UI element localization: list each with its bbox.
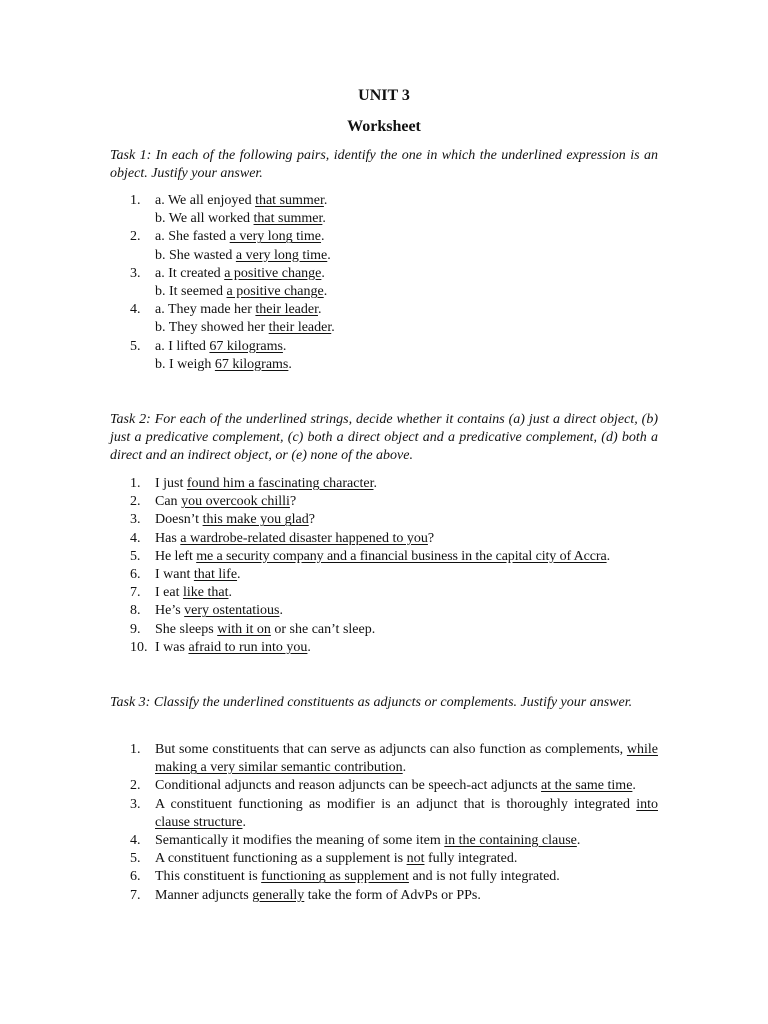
item-number: 2.	[130, 778, 141, 794]
item-number: 10.	[130, 639, 148, 655]
underlined-expression: a very long time	[229, 229, 322, 245]
option-b: b. It seemed a positive change.	[155, 284, 328, 300]
underlined-expression: 67 kilograms	[214, 356, 289, 372]
underlined-constituent: not	[406, 851, 425, 867]
option-b: b. She wasted a very long time.	[155, 247, 331, 263]
item-number: 2.	[130, 229, 141, 245]
unit-heading: UNIT 3	[358, 87, 410, 104]
option-a: a. They made her their leader.	[155, 302, 322, 318]
option-b: b. We all worked that summer.	[155, 211, 326, 227]
underlined-expression: a very long time	[235, 247, 328, 263]
item-number: 9.	[130, 621, 141, 637]
task3-item: 1. But some constituents that can serve as adjuncts can also function as complements, while making a very similar semantic contribution.	[130, 742, 658, 776]
task2-item: 9. She sleeps with it on or she can’t sleep.	[110, 621, 658, 639]
item-number: 5.	[130, 851, 141, 867]
task3-item: 3. A constituent functioning as modifier is an adjunct that is thoroughly integrated into clause structure.	[130, 796, 658, 830]
task2-item: 6. I want that life.	[110, 566, 658, 584]
task1-item	[110, 228, 658, 264]
underlined-string: a wardrobe-related disaster happened to you	[180, 530, 428, 546]
task2-list	[110, 475, 658, 657]
task2-item: 5. He left me a security company and a financial business in the capital city of Accra.	[110, 548, 658, 566]
underlined-string: you overcook chilli	[181, 494, 290, 510]
underlined-expression: 67 kilograms	[209, 338, 283, 354]
task1-list	[110, 192, 658, 374]
item-number: 8.	[130, 603, 141, 619]
underlined-constituent: in the containing clause	[444, 833, 577, 849]
item-number: 7.	[130, 585, 141, 601]
item-number: 1.	[130, 742, 141, 757]
underlined-string: like that	[182, 585, 229, 601]
task2-item: 2. Can you overcook chilli?	[110, 493, 658, 511]
item-number: 4.	[130, 530, 141, 546]
task2-item: 8. He’s very ostentatious.	[110, 602, 658, 620]
underlined-string: with it on	[217, 621, 271, 637]
item-number: 3.	[130, 265, 141, 281]
task3-item: 2. Conditional adjuncts and reason adjuncts can be speech-act adjuncts at the same time.	[110, 777, 658, 795]
item-number: 3.	[130, 796, 141, 812]
underlined-string: me a security company and a financial business in the capital city of Accra	[196, 548, 607, 564]
item-number: 2.	[130, 494, 141, 510]
underlined-constituent: at the same time	[541, 778, 633, 794]
task2-instruction: Task 2: For each of the underlined strings, decide whether it contains (a) just a direct object, (b) just a predicative complement, (c) both a direct object and a predicative complement, (d) both a direct and an indirect object, or (e) none of the above.	[110, 412, 658, 463]
task1-item	[110, 301, 658, 337]
underlined-constituent: generally	[252, 887, 305, 903]
task3-item: 7. Manner adjuncts generally take the form of AdvPs or PPs.	[110, 887, 658, 905]
task3-item: 6. This constituent is functioning as supplement and is not fully integrated.	[110, 868, 658, 886]
task2-item: 7. I eat like that.	[110, 584, 658, 602]
underlined-string: afraid to run into you	[188, 639, 308, 655]
item-number: 6.	[130, 869, 141, 885]
item-number: 7.	[130, 887, 141, 903]
task2-item: 4. Has a wardrobe-related disaster happened to you?	[110, 530, 658, 548]
underlined-constituent: into clause structure	[155, 796, 658, 830]
option-a: a. It created a positive change.	[155, 265, 325, 281]
item-number: 5.	[130, 548, 141, 564]
underlined-constituent: while making a very similar semantic contribution	[155, 742, 658, 776]
task1-item	[110, 338, 658, 374]
underlined-expression: their leader	[255, 302, 318, 318]
item-number: 4.	[130, 833, 141, 849]
underlined-expression: that summer	[253, 211, 323, 227]
worksheet-title: Worksheet	[347, 118, 421, 135]
underlined-string: very ostentatious	[184, 603, 280, 619]
item-number: 5.	[130, 338, 141, 354]
task3-list	[110, 741, 658, 905]
option-a: a. She fasted a very long time.	[155, 229, 325, 245]
task1-item	[110, 192, 658, 228]
task2-item: 1. I just found him a fascinating character.	[110, 475, 658, 493]
option-b: b. I weigh 67 kilograms.	[155, 356, 292, 372]
option-a: a. We all enjoyed that summer.	[155, 193, 328, 208]
item-number: 3.	[130, 512, 141, 528]
item-number: 1.	[130, 193, 141, 208]
task1-item	[110, 265, 658, 301]
item-number: 6.	[130, 567, 141, 583]
task2-item: 10. I was afraid to run into you.	[110, 639, 658, 657]
option-a: a. I lifted 67 kilograms.	[155, 338, 287, 354]
item-number: 4.	[130, 302, 141, 318]
underlined-string: found him a fascinating character	[186, 476, 374, 491]
task1-instruction: Task 1: In each of the following pairs, identify the one in which the underlined expression is an object. Justify your answer.	[110, 148, 658, 181]
underlined-expression: that summer	[255, 193, 324, 208]
underlined-string: this make you glad	[202, 512, 309, 528]
task3-instruction: Task 3: Classify the underlined constituents as adjuncts or complements. Justify your answer.	[110, 695, 633, 710]
option-b: b. They showed her their leader.	[155, 320, 335, 336]
underlined-constituent: functioning as supplement	[261, 869, 409, 885]
underlined-expression: a positive change	[226, 284, 324, 300]
task3-item: 4. Semantically it modifies the meaning of some item in the containing clause.	[110, 832, 658, 850]
item-number: 1.	[130, 476, 141, 491]
task3-item: 5. A constituent functioning as a supplement is not fully integrated.	[110, 850, 658, 868]
task2-item: 3. Doesn’t this make you glad?	[110, 511, 658, 529]
underlined-expression: a positive change	[224, 265, 322, 281]
underlined-string: that life	[193, 567, 238, 583]
underlined-expression: their leader	[268, 320, 332, 336]
